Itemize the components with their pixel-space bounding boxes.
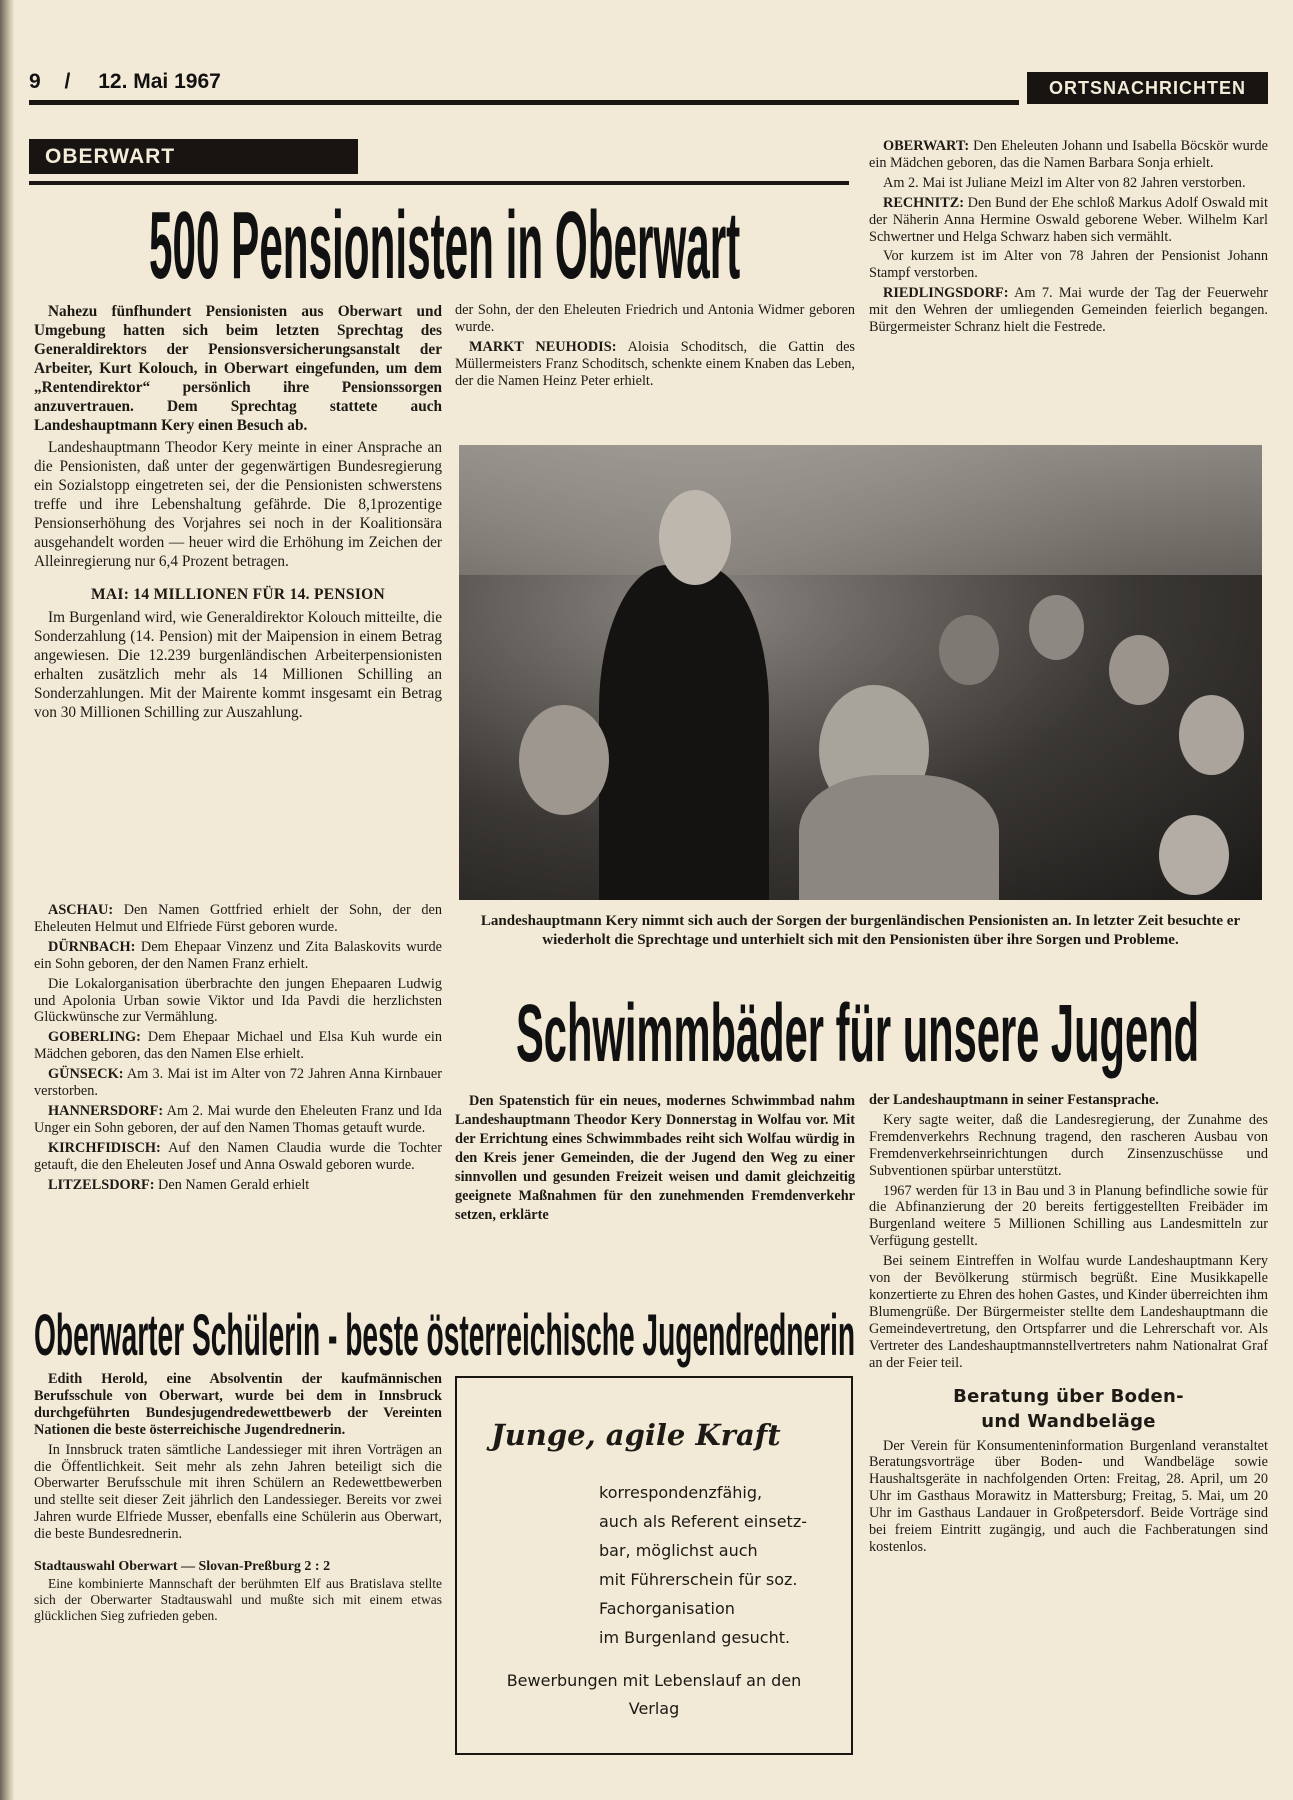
ad-body (599, 1478, 807, 1652)
headline-text: 500 Pensionisten in Oberwart (149, 192, 741, 299)
note-text: Den Bund der Ehe schloß Markus Adolf Oswald mit der Näherin Anna Hermine Oswald geborene Weber. Wilhelm Karl Schwertner und Helga Schwarz haben sich vermählt. (869, 194, 1268, 245)
note-item (455, 339, 855, 390)
note-text: Den Eheleuten Johann und Isabella Böcskör wurde ein Mädchen geboren, das die Namen Barbara Sonja erhielt. (869, 138, 1268, 171)
local-notes-left (34, 902, 442, 1197)
note-item (34, 902, 442, 936)
ad-line: auch als Referent einsetz- (599, 1512, 807, 1531)
article-rule (29, 181, 849, 185)
headline-schwimmbaeder (516, 988, 1200, 1079)
article-paragraph: Eine kombinierte Mannschaft der berühmten Elf aus Bratislava stellte sich der Oberwarter Stadtauswahl und mußte sich mit einem etwas glücklichen Sieg zufrieden geben. (34, 1575, 442, 1623)
note-item (869, 175, 1268, 192)
article-lead: Nahezu fünfhundert Pensionisten aus Oberwart und Umgebung hatten sich beim letzten Sprechtag des Generaldirektors der Pensionsversicherungsanstalt der Arbeiter, Kurt Kolouch, in Oberwart eingefunden, um dem „Rentendirektor“ persönlich ihre Pensionssorgen anzuvertrauen. Dem Sprechtag stattete auch Landeshauptmann Kery einen Besuch ab. (34, 303, 442, 434)
note-place: LITZELSDORF: (48, 1176, 155, 1193)
note-item (869, 195, 1268, 246)
ad-footer-line: Bewerbungen mit Lebenslauf an den (506, 1671, 802, 1690)
note-place: OBERWART: (883, 138, 970, 154)
note-text: Aloisia Schoditsch, die Gattin des Müllermeisters Franz Schoditsch, schenkte einem Knaben das Leben, der die Namen Heinz Peter erhielt. (455, 338, 855, 389)
ad-footer (457, 1667, 851, 1723)
note-text: Am 7. Mai wurde der Tag der Feuerwehr mit den Wehren der umliegenden Gemeinden feierlich begangen. Bürgermeister Schranz hielt die Festrede. (869, 285, 1268, 336)
page-number: 9 (29, 70, 41, 93)
header-rule (29, 100, 1019, 105)
location-tag-label: OBERWART (45, 144, 176, 168)
photo-caption: Landeshauptmann Kery nimmt sich auch der Sorgen der burgenländischen Pensionisten an. In letzter Zeit besuchte er wiederholt die Sprechtage und unterhielt sich mit den Pensionisten über ihre Sorgen und Probleme. (480, 913, 1241, 948)
ad-line: bar, möglichst auch (599, 1541, 758, 1560)
page-binding-edge (0, 0, 14, 1800)
article-paragraph: 1967 werden für 13 in Bau und 3 in Planung befindliche sowie für die Abfinanzierung der 20 bereits fertiggestellten Freibäder im Burgenland weitere 5 Millionen Schilling aus Landesmitteln zur Verfügung gestellt. (869, 1182, 1268, 1250)
local-notes-middle (455, 302, 855, 393)
article-stadtauswahl-headline: Stadtauswahl Oberwart — Slovan-Preßburg 2 : 2 (34, 1559, 331, 1575)
note-item (34, 1103, 442, 1137)
article-schwimmbaeder-col1 (455, 1092, 855, 1228)
note-place: MARKT NEUHODIS: (469, 338, 617, 355)
note-text: Dem Ehepaar Michael und Elsa Kuh wurde ein Mädchen geboren, das den Namen Else erhielt. (34, 1029, 442, 1063)
article-jugendrednerin (34, 1371, 442, 1627)
note-place: HANNERSDORF: (48, 1102, 164, 1119)
note-text: Vor kurzem ist im Alter von 78 Jahren der Pensionist Johann Stampf verstorben. (869, 248, 1268, 282)
ad-footer-line: Verlag (628, 1699, 680, 1718)
note-text: Am 2. Mai ist Juliane Meizl im Alter von 82 Jahren verstorben. (883, 174, 1246, 191)
job-advertisement (455, 1376, 853, 1755)
note-text: Am 2. Mai wurde den Eheleuten Franz und Ida Unger ein Sohn geboren, der auf den Namen Thomas getauft wurde. (34, 1102, 442, 1136)
note-place: RIEDLINGSDORF: (883, 285, 1009, 302)
news-photo (459, 445, 1262, 900)
article-paragraph: Landeshauptmann Theodor Kery meinte in einer Ansprache an die Pensionisten, daß unter der gegenwärtigen Bundesregierung ein Sozialstopp eingetreten sei, der die Pensionisten schwerstens treffe und ihre Lebenshaltung gefährde. Die 8,1prozentige Pensionserhöhung des Vorjahres sei noch in der Koalitionsära ausgehandelt worden — heuer wird die Erhöhung im Zeichen der Alleinregierung nur 6,4 Prozent betragen. (34, 439, 442, 570)
note-text: Dem Ehepaar Vinzenz und Zita Balaskovits wurde ein Sohn geboren, der den Namen Franz erhielt. (34, 938, 442, 972)
note-place: GÜNSECK: (48, 1066, 124, 1083)
headline-jugendrednerin (34, 1303, 856, 1368)
article-lead: Den Spatenstich für ein neues, modernes Schwimmbad nahm Landeshauptmann Theodor Kery Donnerstag in Wolfau vor. Mit der Errichtung eines Schwimmbades reiht sich Wolfau würdig in den Kreis jener Gemeinden, die der Jugend den Weg zu einer sinnvollen und gesunden Freizeit weisen und damit gleichzeitig geeignete Maßnahmen für den zunehmenden Fremdenverkehr setzen, erklärte (455, 1093, 855, 1223)
article-paragraph: Kery sagte weiter, daß die Landesregierung, der Zunahme des Fremdenverkehrs Rechnung tragend, den rascheren Ausbau von Fremdenverkehrseinrichtungen durch Zinsenzuschüsse und Subventionen spürbar unterstützt. (869, 1111, 1268, 1179)
article-pensionisten (34, 302, 442, 725)
note-text: Auf den Namen Claudia wurde die Tochter getauft, die den Eheleuten Josef und Anna Oswald geboren wurde. (34, 1139, 442, 1173)
article-beratung-headline: Beratung über Boden- und Wandbeläge (953, 1385, 1184, 1432)
issue-date: 12. Mai 1967 (98, 70, 221, 93)
location-tag (29, 139, 358, 174)
note-item (34, 976, 442, 1027)
section-tag (1027, 72, 1268, 104)
note-item (34, 939, 442, 973)
article-paragraph: Der Verein für Konsumenteninformation Burgenland veranstaltet Beratungsvorträge über Boden- und Wandbeläge sowie Haushaltsgeräte in nachfolgenden Orten: Freitag, 28. April, um 20 Uhr im Gasthaus Morawitz in Mattersburg; Freitag, 5. Mai, um 20 Uhr im Gasthaus Landauer in Großpetersdorf. Beide Vorträge sind bei freiem Eintritt zugängig, und auch die Fachberatungen sind kostenlos. (869, 1437, 1268, 1555)
header-separator: / (64, 70, 71, 93)
section-title: ORTSNACHRICHTEN (1049, 77, 1246, 98)
article-paragraph: In Innsbruck traten sämtliche Landessieger mit ihren Vorträgen an die Öffentlichkeit. Seit mehr als zehn Jahren beteiligt sich die Oberwarter Berufsschule mit ihren Schülern an Redewettbewerben und stellte seit dieser Zeit jährlich den Landessieger. Bereits vor zwei Jahren wurde Elfriede Musser, ebenfalls eine Schülerin aus Oberwart, die beste Bundesrednerin. (34, 1441, 442, 1543)
note-text: Den Namen Gottfried erhielt der Sohn, der den Eheleuten Helmut und Elfriede Fürst geboren wurde. (34, 902, 442, 935)
article-lead: Edith Herold, eine Absolventin der kaufmännischen Berufsschule von Oberwart, wurde bei dem in Innsbruck durchgeführten Bundesjugendredewettbewerb der Vereinten Nationen die beste österreichische Jugendrednerin. (34, 1371, 442, 1438)
note-item (869, 138, 1268, 172)
note-item (869, 285, 1268, 336)
note-place: RECHNITZ: (883, 194, 965, 211)
headline-pensionisten (149, 192, 741, 299)
note-place: KIRCHFIDISCH: (48, 1139, 161, 1156)
ad-line: mit Führerschein für soz. (599, 1570, 798, 1589)
page-header (29, 70, 221, 94)
ad-title: Junge, agile Kraft (491, 1418, 781, 1452)
note-text: Die Lokalorganisation überbrachte den jungen Ehepaaren Ludwig und Apolonia Urban sowie Viktor und Ida Pavdi die herzlichsten Glückwünsche zur Vermählung. (34, 975, 442, 1026)
note-item (34, 1140, 442, 1174)
ad-line: korrespondenzfähig, (599, 1483, 763, 1502)
ad-line: im Burgenland gesucht. (599, 1628, 791, 1647)
article-paragraph: Im Burgenland wird, wie Generaldirektor Kolouch mitteilte, die Sonderzahlung (14. Pension) mit der Maipension in einem Betrag angewiesen. Die 12.239 burgenländischen Arbeiterpensionisten erhalten zusätzlich mehr als 14 Millionen Schilling an Sonderzahlungen. Mit der Mairente kommt insgesamt ein Betrag von 30 Millionen Schilling zur Auszahlung. (34, 609, 442, 721)
note-item (869, 248, 1268, 282)
article-subheading: MAI: 14 MILLIONEN FÜR 14. PENSION (90, 586, 386, 603)
note-place: DÜRNBACH: (48, 938, 136, 955)
headline-text: Schwimmbäder für unsere Jugend (516, 988, 1200, 1079)
note-place: ASCHAU: (48, 902, 114, 918)
article-lead-continued: der Landeshauptmann in seiner Festansprache. (869, 1092, 1159, 1108)
note-item (34, 1066, 442, 1100)
note-item (34, 1029, 442, 1063)
headline-text: Oberwarter Schülerin - beste österreichische Jugendrednerin (34, 1303, 856, 1368)
note-item (34, 1177, 442, 1194)
note-place: GOBERLING: (48, 1029, 141, 1046)
ad-line: Fachorganisation (599, 1599, 735, 1618)
note-item (455, 302, 855, 336)
note-text: der Sohn, der den Eheleuten Friedrich und Antonia Widmer geboren wurde. (455, 302, 855, 335)
article-schwimmbaeder-col2 (869, 1092, 1268, 1559)
note-text: Den Namen Gerald erhielt (154, 1176, 310, 1193)
local-notes-right (869, 138, 1268, 339)
article-paragraph: Bei seinem Eintreffen in Wolfau wurde Landeshauptmann Kery von der Bevölkerung stürmisch begrüßt. Eine Musikkapelle konzertierte zu Ehren des hohen Gastes, und Kinder überreichten ihm Blumengrüße. Der Bürgermeister stellte dem Landeshauptmann die Gemeindevertretung, den Ortspfarrer und die Lehrerschaft vor. Als Vertreter des Landeshauptmannstellvertreters nahm Nationalrat Graf an der Feier teil. (869, 1253, 1268, 1371)
note-text: Am 3. Mai ist im Alter von 72 Jahren Anna Kirnbauer verstorben. (34, 1066, 442, 1100)
